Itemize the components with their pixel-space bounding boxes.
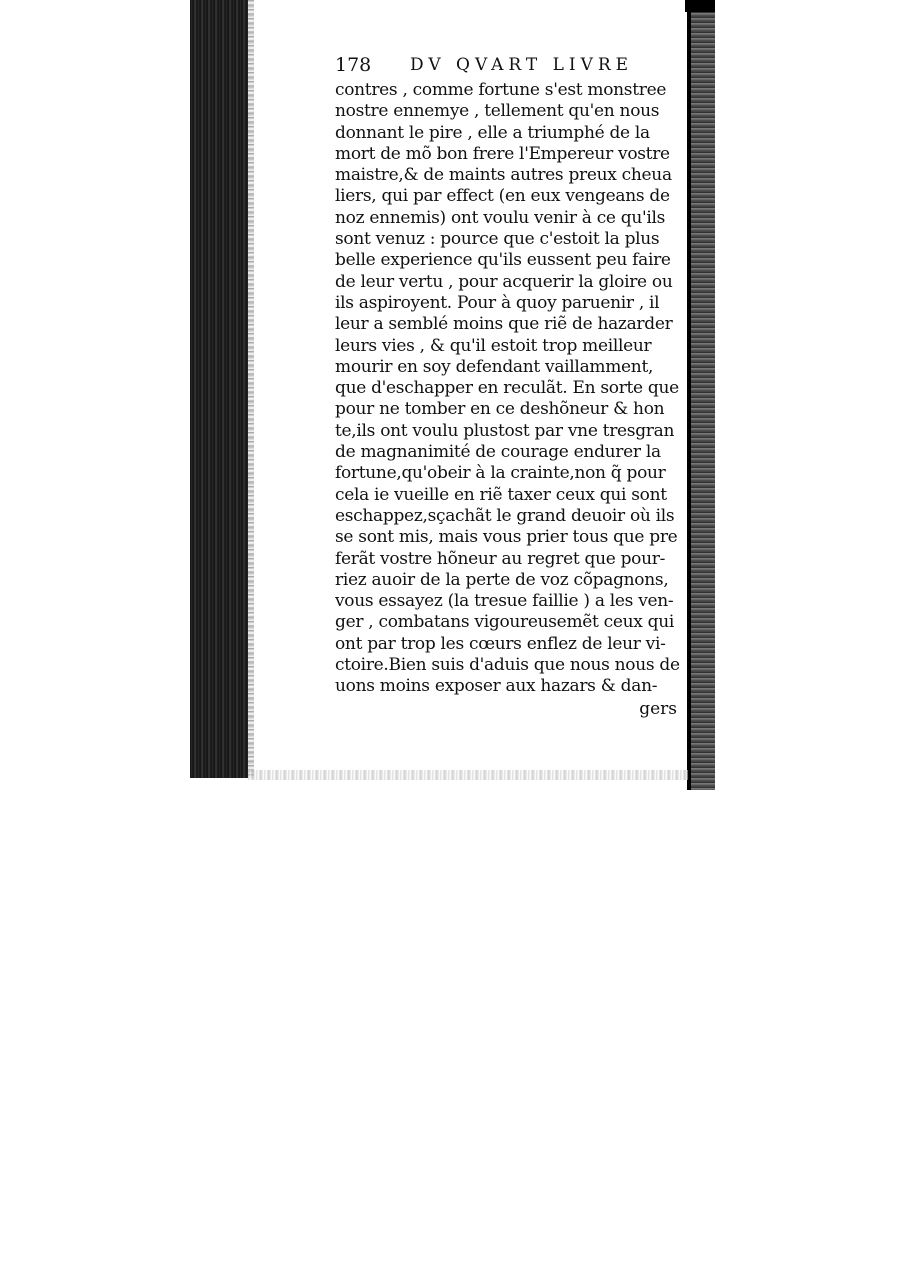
page-edge-bottom	[248, 770, 688, 780]
text-line: sont venuz : pource que c'estoit la plus	[335, 229, 660, 250]
text-line: noz ennemis) ont voulu venir à ce qu'ils	[335, 207, 666, 228]
text-line: belle experience qu'ils eussent peu faire	[335, 250, 671, 271]
text-line: vous essayez (la tresue faillie ) a les ven-	[335, 591, 674, 612]
page-text-block	[335, 50, 685, 720]
body-text	[335, 80, 685, 698]
text-line: riez auoir de la perte de voz cõpagnons,	[335, 569, 669, 590]
text-line: mourir en soy defendant vaillamment,	[335, 356, 654, 377]
text-line: uons moins exposer aux hazars & dan-	[335, 676, 658, 697]
running-title: DV QVART LIVRE	[410, 55, 634, 75]
text-line: eschappez,sçachãt le grand deuoir où ils	[335, 505, 675, 526]
scanned-page	[190, 0, 715, 780]
text-line: cela ie vueille en riẽ taxer ceux qui sont	[335, 484, 667, 505]
text-line: se sont mis, mais vous prier tous que pre	[335, 527, 678, 548]
text-line: donnant le pire , elle a triumphé de la	[335, 122, 650, 143]
text-line: pour ne tomber en ce deshõneur & hon	[335, 399, 665, 420]
book-gutter-shadow	[190, 0, 248, 778]
page-corner-dark	[685, 0, 715, 12]
page-edge-right	[687, 0, 715, 790]
text-line: de magnanimité de courage endurer la	[335, 442, 661, 463]
text-line: ils aspiroyent. Pour à quoy paruenir , il	[335, 292, 660, 313]
running-head	[335, 50, 685, 80]
page-number: 178	[335, 54, 372, 76]
text-line: ferãt vostre hõneur au regret que pour-	[335, 548, 666, 569]
text-line: leurs vies , & qu'il estoit trop meilleur	[335, 335, 652, 356]
text-line: ger , combatans vigoureusemẽt ceux qui	[335, 612, 675, 633]
text-line: mort de mõ bon frere l'Empereur vostre	[335, 143, 670, 164]
text-line: nostre ennemye , tellement qu'en nous	[335, 101, 660, 122]
text-line: ctoire.Bien suis d'aduis que nous nous de	[335, 655, 680, 676]
text-line: te,ils ont voulu plustost par vne tresgran	[335, 420, 675, 441]
text-line: maistre,& de maints autres preux cheua	[335, 165, 672, 186]
text-line: liers, qui par effect (en eux vengeans de	[335, 186, 670, 207]
text-line: fortune,qu'obeir à la crainte,non q̃ pour	[335, 463, 666, 484]
text-line: leur a semblé moins que riẽ de hazarder	[335, 314, 673, 335]
text-line: contres , comme fortune s'est monstree	[335, 80, 667, 100]
text-line: de leur vertu , pour acquerir la gloire ou	[335, 271, 673, 292]
catchword: gers	[639, 698, 677, 719]
text-line: que d'eschapper en reculãt. En sorte que	[335, 378, 679, 399]
text-line: ont par trop les cœurs enflez de leur vi-	[335, 633, 666, 654]
